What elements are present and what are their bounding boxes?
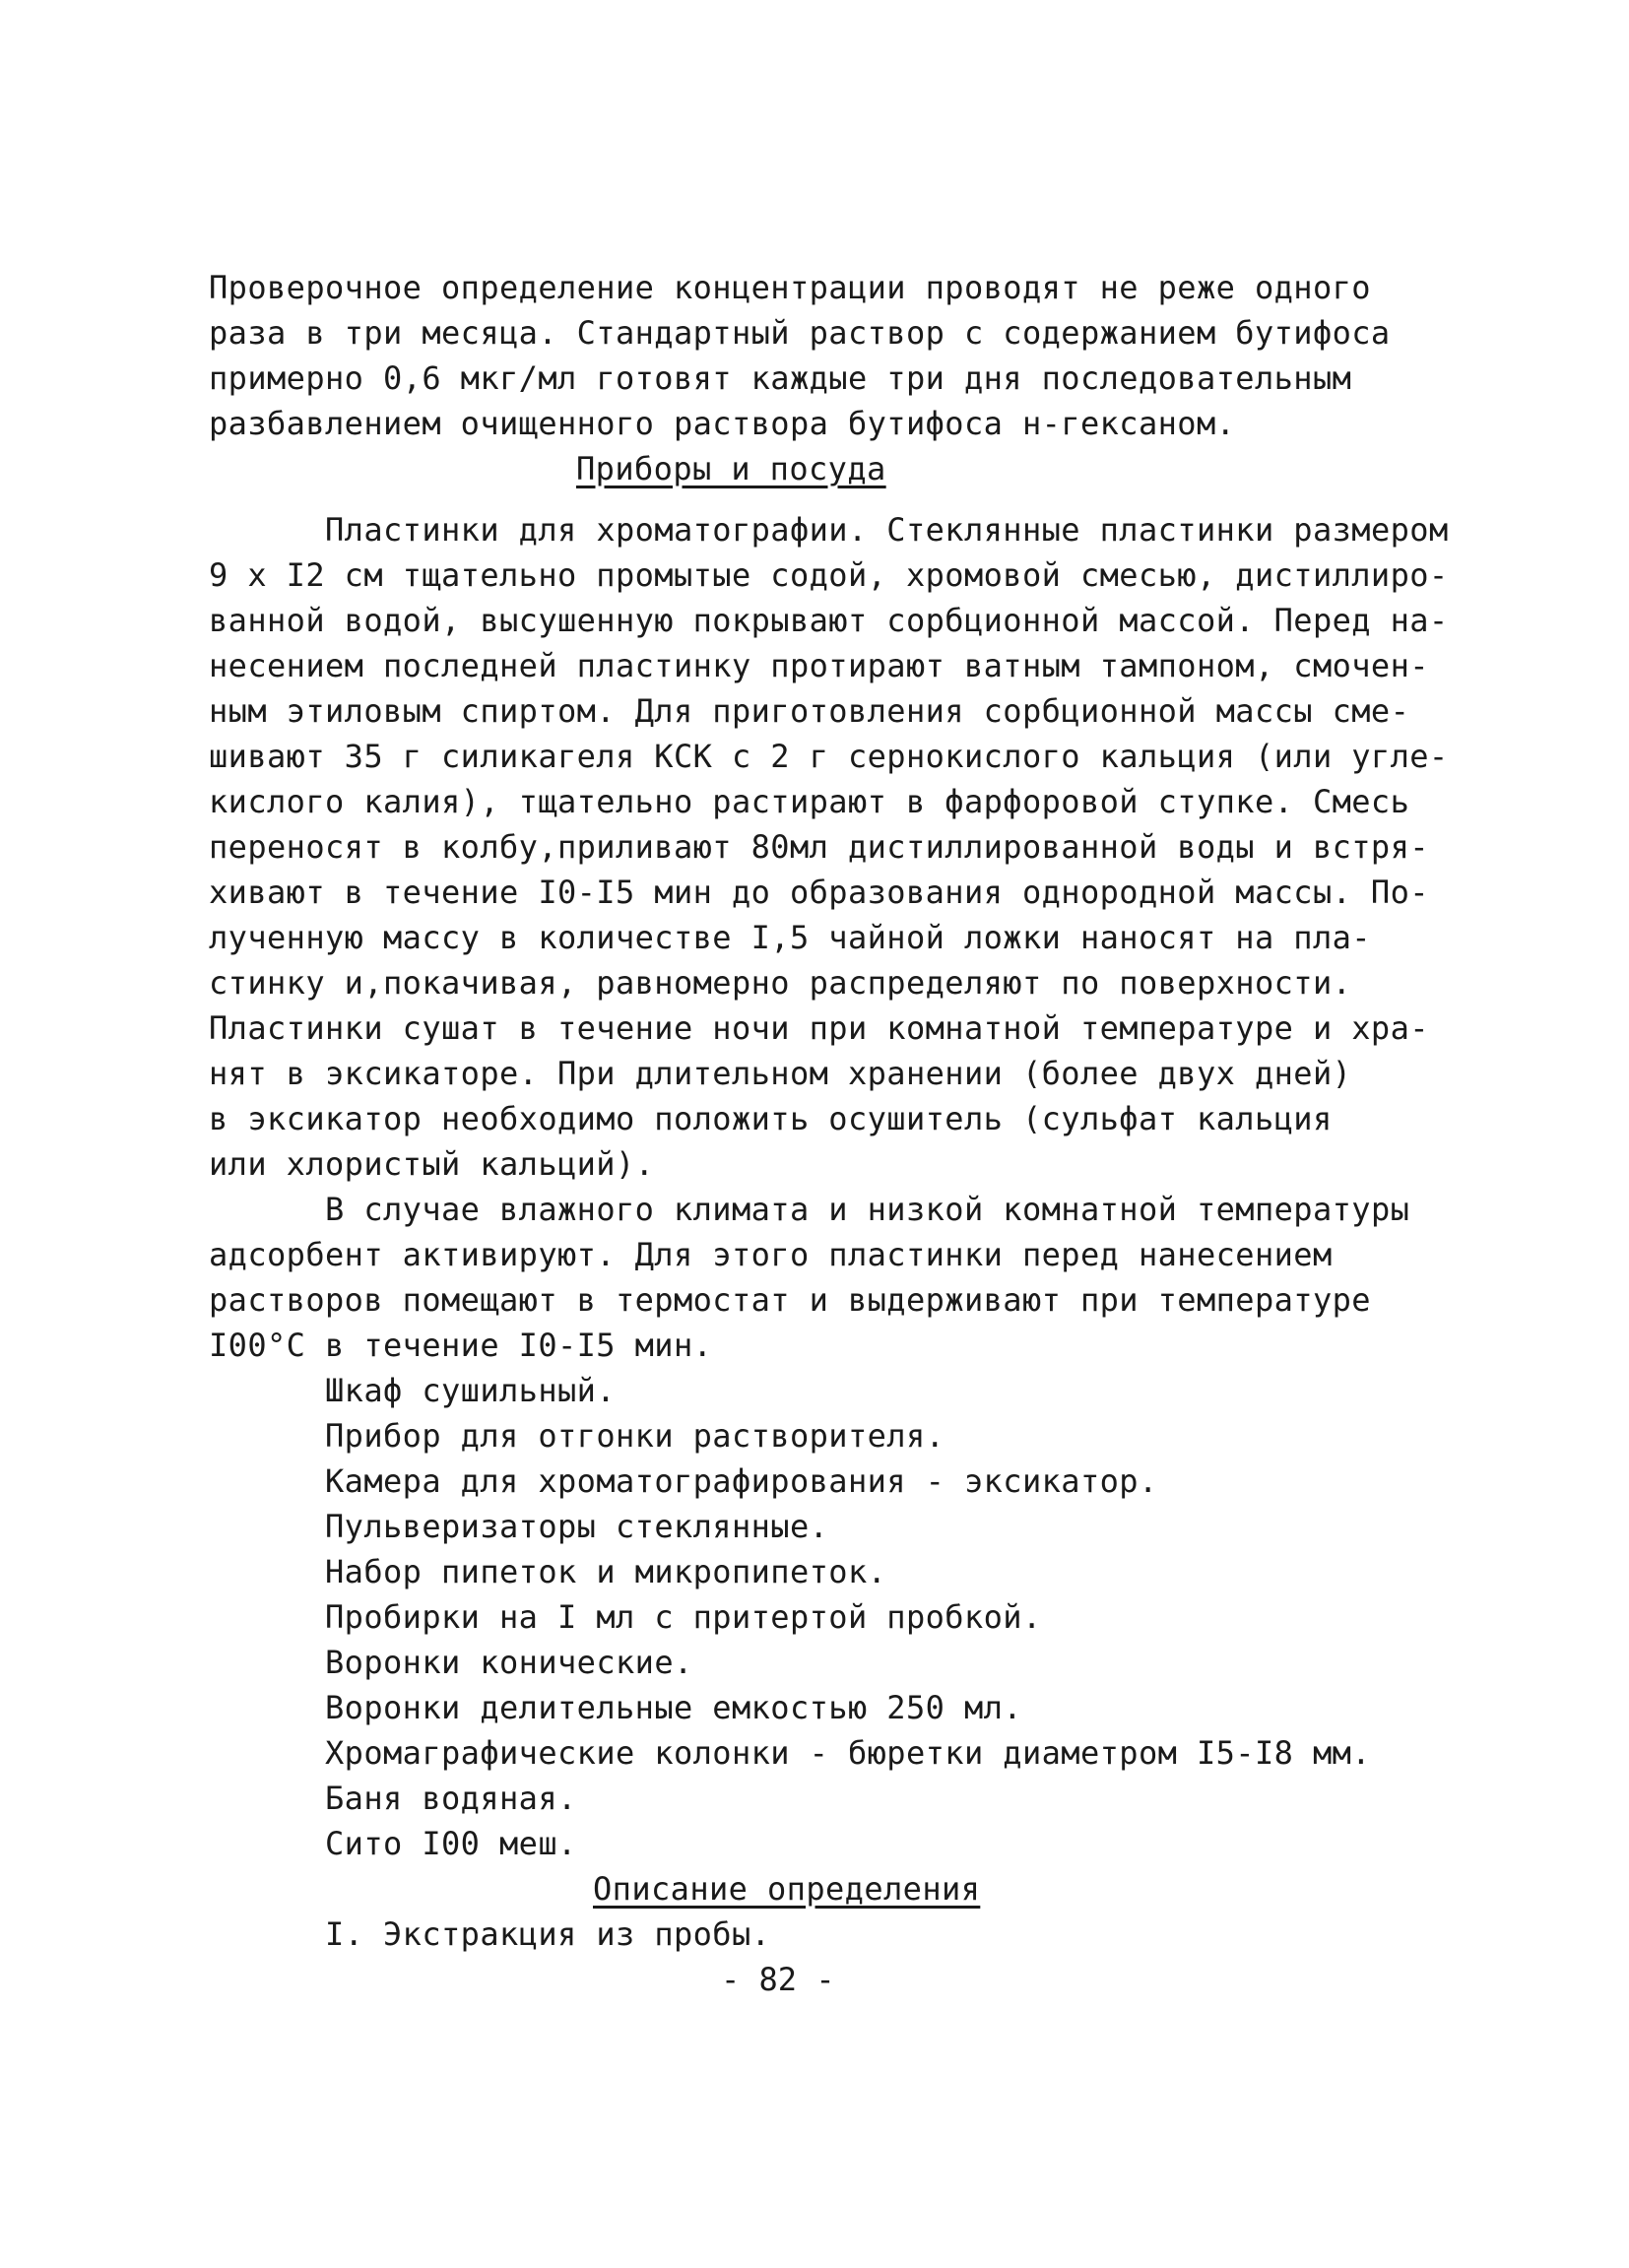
page-number: - 82 - xyxy=(721,1961,835,1998)
plates-line-12: Пластинки сушат в течение ночи при комнатной температуре и хра- xyxy=(209,1009,1429,1047)
humid-line-3: растворов помещают в термостат и выдерживают при температуре xyxy=(209,1281,1371,1319)
plates-line-10: лученную массу в количестве I,5 чайной ложки наносят на пла- xyxy=(209,919,1371,956)
intro-line-1: Проверочное определение концентрации проводят не реже одного xyxy=(209,269,1371,306)
equipment-item-6: Пробирки на I мл с притертой пробкой. xyxy=(325,1598,1042,1636)
equipment-item-9: Хромаграфические колонки - бюретки диаметром I5-I8 мм. xyxy=(325,1734,1371,1772)
plates-line-1: Пластинки для хроматографии. Стеклянные пластинки размером xyxy=(325,511,1449,549)
heading-description: Описание определения xyxy=(593,1870,981,1908)
intro-line-2: раза в три месяца. Стандартный раствор с содержанием бутифоса xyxy=(209,314,1391,352)
equipment-item-1: Шкаф сушильный. xyxy=(325,1372,616,1409)
intro-line-4: разбавлением очищенного раствора бутифоса н-гексаном. xyxy=(209,405,1236,442)
equipment-item-8: Воронки делительные емкостью 250 мл. xyxy=(325,1689,1022,1726)
step-1: I. Экстракция из пробы. xyxy=(325,1915,771,1953)
plates-line-14: в эксикатор необходимо положить осушитель (сульфат кальция xyxy=(209,1100,1333,1137)
plates-line-15: или хлористый кальций). xyxy=(209,1145,655,1183)
plates-line-8: переносят в колбу,приливают 80мл дистиллированной воды и встря- xyxy=(209,828,1429,866)
plates-line-5: ным этиловым спиртом. Для приготовления сорбционной массы сме- xyxy=(209,692,1410,730)
equipment-item-7: Воронки конические. xyxy=(325,1644,693,1681)
equipment-item-5: Набор пипеток и микропипеток. xyxy=(325,1553,887,1590)
plates-line-3: ванной водой, высушенную покрывают сорбционной массой. Перед на- xyxy=(209,602,1449,639)
plates-line-9: хивают в течение I0-I5 мин до образования однородной массы. По- xyxy=(209,874,1429,911)
intro-line-3: примерно 0,6 мкг/мл готовят каждые три дня последовательным xyxy=(209,359,1352,397)
plates-line-4: несением последней пластинку протирают ватным тампоном, смочен- xyxy=(209,647,1429,684)
plates-line-6: шивают 35 г силикагеля КСК с 2 г сернокислого кальция (или угле- xyxy=(209,738,1449,775)
humid-line-2: адсорбент активируют. Для этого пластинки перед нанесением xyxy=(209,1236,1333,1273)
equipment-item-4: Пульверизаторы стеклянные. xyxy=(325,1508,829,1545)
humid-line-1: В случае влажного климата и низкой комнатной температуры xyxy=(325,1191,1410,1228)
plates-line-7: кислого калия), тщательно растирают в фарфоровой ступке. Смесь xyxy=(209,783,1410,820)
plates-line-2: 9 х I2 см тщательно промытые содой, хромовой смесью, дистиллиро- xyxy=(209,556,1449,594)
plates-line-13: нят в эксикаторе. При длительном хранении (более двух дней) xyxy=(209,1055,1352,1092)
equipment-item-10: Баня водяная. xyxy=(325,1780,577,1817)
heading-equipment: Приборы и посуда xyxy=(576,450,886,487)
humid-line-4: I00°С в течение I0-I5 мин. xyxy=(209,1327,713,1364)
equipment-item-2: Прибор для отгонки растворителя. xyxy=(325,1417,945,1455)
equipment-item-3: Камера для хроматографирования - эксикатор. xyxy=(325,1462,1158,1500)
plates-line-11: стинку и,покачивая, равномерно распределяют по поверхности. xyxy=(209,964,1352,1002)
equipment-item-11: Сито I00 меш. xyxy=(325,1825,577,1862)
